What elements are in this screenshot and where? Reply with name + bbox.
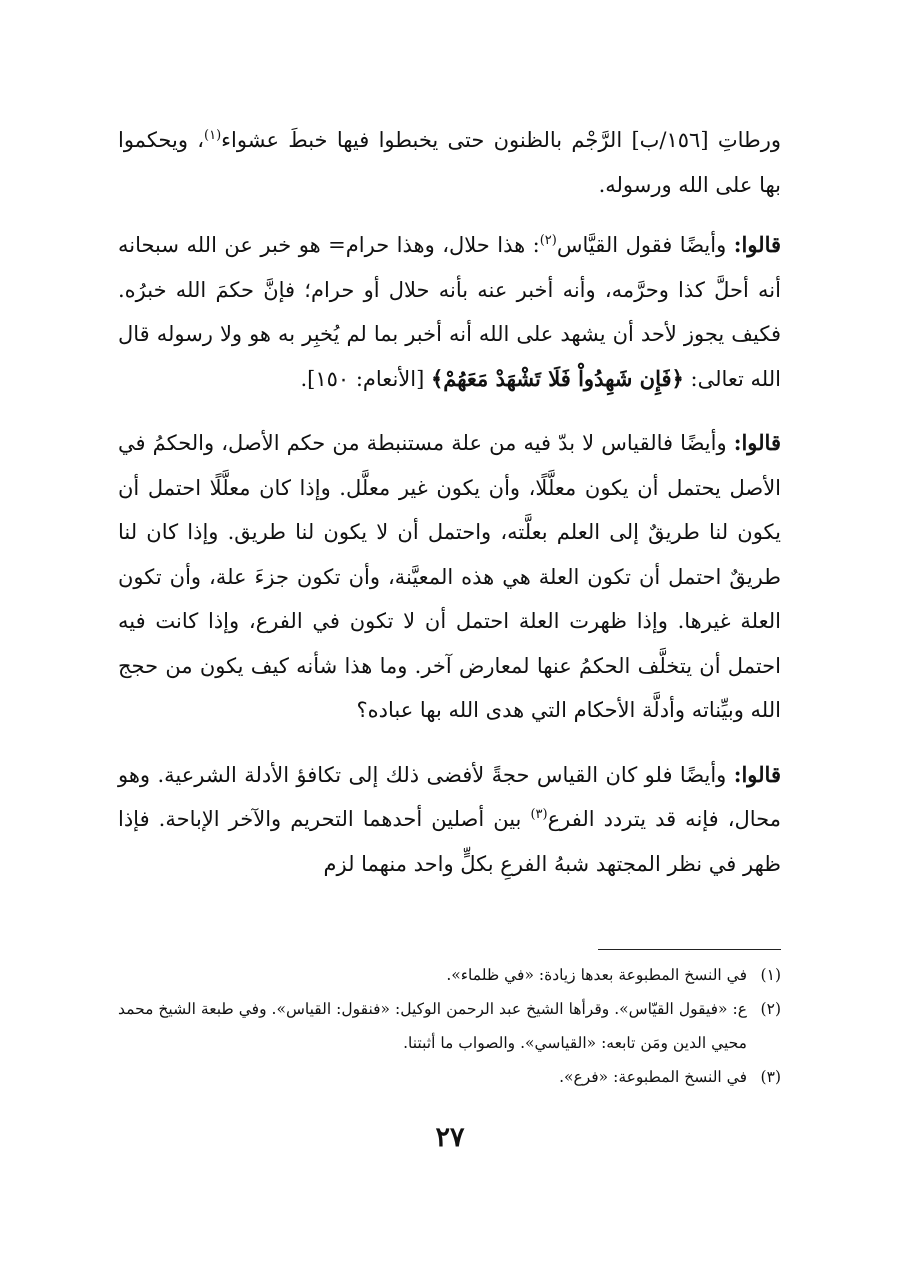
paragraph-4-text-b: بين أصلين أحدهما التحريم والآخر الإباحة. فإذا ظهر في نظر المجتهد شبهُ الفرعِ بكلٍّ واحد منهما لزم (118, 807, 781, 876)
page-number: ٢٧ (435, 1122, 465, 1153)
paragraph-2-text-b: : هذا حلال، وهذا حرام= هو خبر عن الله سبحانه أنه أحلَّ كذا وحرَّمه، وأنه أخبر عنه بأنه حلال أو حرام؛ فإنَّ حكمَ الله خبرُه. فكيف يجوز لأحد أن يشهد على الله أنه أخبر بما لم يُخبِر به هو ولا رسوله قال الله تعالى: (118, 233, 781, 391)
footnote-3-number: (٣) (760, 1068, 781, 1086)
footnote-1-number: (١) (760, 966, 781, 984)
footnote-2 (118, 992, 781, 1060)
footnote-1-text: في النسخ المطبوعة بعدها زيادة: «في ظلماء». (446, 966, 747, 984)
paragraph-4-lead: قالوا: (733, 761, 781, 787)
quran-verse: ﴿فَإِن شَهِدُواْ فَلَا تَشْهَدْ مَعَهُمْ﴾ (430, 365, 684, 391)
footnote-3-text: في النسخ المطبوعة: «فرع». (559, 1068, 747, 1086)
footnote-2-text: ع: «فيقول القيّاس». وقرأها الشيخ عبد الرحمن الوكيل: «فنقول: القياس». وفي طبعة الشيخ محمد محيي الدين ومَن تابعه: «القياسي». والصواب ما أثبتنا. (118, 1000, 747, 1052)
footnote-3 (118, 1060, 781, 1094)
paragraph-1 (118, 118, 781, 207)
footnote-marker-1[interactable]: (١) (204, 128, 222, 143)
main-text (118, 118, 781, 906)
paragraph-4 (118, 753, 781, 887)
footnote-divider (598, 949, 781, 950)
paragraph-1-text-b: ، ويحكموا بها على الله ورسوله. (118, 128, 781, 197)
paragraph-3-text: وأيضًا فالقياس لا بدّ فيه من علة مستنبطة من حكم الأصل، والحكمُ في الأصل يحتمل أن يكون معلَّلًا، وأن يكون غير معلَّل. وإذا كان معلَّلًا احتمل أن يكون لنا طريقٌ إلى العلم بعلَّته، واحتمل أن لا يكون لنا طريق. وإذا كان لنا طريقٌ احتمل أن تكون العلة هي هذه المعيَّنة، وأن تكون جزءَ علة، وأن تكون العلة غيرها. وإذا ظهرت العلة احتمل أن لا تكون في الفرع، وإذا كانت فيه احتمل أن يتخلَّف الحكمُ عنها لمعارض آخر. وما هذا شأنه كيف يكون من حجج الله وبيِّناته وأدلَّة الأحكام التي هدى الله بها عباده؟ (118, 431, 781, 722)
paragraph-3 (118, 421, 781, 733)
paragraph-4-text-a: وأيضًا فلو كان القياس حجةً لأفضى ذلك إلى تكافؤ الأدلة الشرعية. وهو محال، فإنه قد يتردد الفرع (118, 762, 781, 831)
footnotes (118, 958, 781, 1094)
paragraph-2 (118, 223, 781, 401)
paragraph-1-text-a: ورطاتِ [١٥٦/ب] الرَّجْم بالظنون حتى يخبطوا فيها خبطَ عشواء (221, 128, 781, 152)
footnote-marker-2[interactable]: (٢) (539, 233, 557, 248)
footnote-marker-3[interactable]: (٣) (530, 807, 548, 822)
footnote-1 (118, 958, 781, 992)
paragraph-2-lead: قالوا: (733, 232, 782, 257)
paragraph-3-lead: قالوا: (733, 430, 781, 455)
footnote-2-number: (٢) (760, 1000, 781, 1018)
verse-reference: [الأنعام: ١٥٠]. (300, 366, 431, 391)
paragraph-2-text-a: وأيضًا فقول القيَّاس (556, 233, 734, 257)
